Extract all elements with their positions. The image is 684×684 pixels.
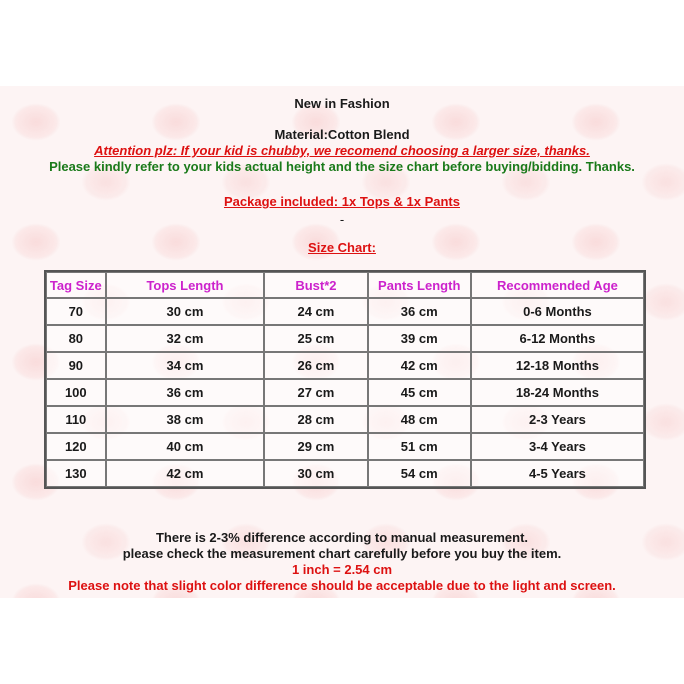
refer-notice: Please kindly refer to your kids actual height and the size chart before buying/bidding. Thanks. bbox=[49, 159, 635, 174]
table-header-row bbox=[46, 272, 644, 298]
bust-cell: 28 cm bbox=[264, 406, 367, 433]
tops-length-cell: 38 cm bbox=[106, 406, 265, 433]
age-cell: 3-4 Years bbox=[471, 433, 644, 460]
tops-length-cell: 30 cm bbox=[106, 298, 265, 325]
table-row bbox=[46, 433, 644, 460]
table-row bbox=[46, 352, 644, 379]
separator: - bbox=[339, 212, 345, 227]
size-chart-label: Size Chart: bbox=[308, 240, 376, 255]
table-row bbox=[46, 298, 644, 325]
column-header: Recommended Age bbox=[471, 272, 644, 298]
size-table bbox=[44, 270, 646, 489]
tops-length-cell: 32 cm bbox=[106, 325, 265, 352]
measurement-difference-note: There is 2-3% difference according to manual measurement. bbox=[155, 530, 529, 545]
tag-size-cell: 110 bbox=[46, 406, 106, 433]
age-cell: 2-3 Years bbox=[471, 406, 644, 433]
material-text: Material:Cotton Blend bbox=[274, 127, 410, 142]
pants-length-cell: 51 cm bbox=[368, 433, 471, 460]
tops-length-cell: 36 cm bbox=[106, 379, 265, 406]
attention-notice: Attention plz: If your kid is chubby, we recomend choosing a larger size, thanks. bbox=[94, 143, 590, 158]
inch-conversion: 1 inch = 2.54 cm bbox=[291, 562, 393, 577]
bust-cell: 29 cm bbox=[264, 433, 367, 460]
pants-length-cell: 42 cm bbox=[368, 352, 471, 379]
pants-length-cell: 45 cm bbox=[368, 379, 471, 406]
column-header: Pants Length bbox=[368, 272, 471, 298]
bust-cell: 26 cm bbox=[264, 352, 367, 379]
column-header: Tag Size bbox=[46, 272, 106, 298]
tops-length-cell: 40 cm bbox=[106, 433, 265, 460]
age-cell: 12-18 Months bbox=[471, 352, 644, 379]
tag-size-cell: 100 bbox=[46, 379, 106, 406]
pants-length-cell: 36 cm bbox=[368, 298, 471, 325]
age-cell: 4-5 Years bbox=[471, 460, 644, 487]
column-header: Bust*2 bbox=[264, 272, 367, 298]
tag-size-cell: 70 bbox=[46, 298, 106, 325]
color-difference-note: Please note that slight color difference should be acceptable due to the light and screen. bbox=[68, 578, 616, 593]
table-row bbox=[46, 325, 644, 352]
tag-size-cell: 90 bbox=[46, 352, 106, 379]
bust-cell: 25 cm bbox=[264, 325, 367, 352]
tag-size-cell: 120 bbox=[46, 433, 106, 460]
tag-size-cell: 130 bbox=[46, 460, 106, 487]
check-chart-note: please check the measurement chart carefully before you buy the item. bbox=[122, 546, 562, 561]
package-included: Package included: 1x Tops & 1x Pants bbox=[223, 194, 460, 209]
table-row bbox=[46, 406, 644, 433]
table-row bbox=[46, 460, 644, 487]
bust-cell: 24 cm bbox=[264, 298, 367, 325]
age-cell: 6-12 Months bbox=[471, 325, 644, 352]
pants-length-cell: 39 cm bbox=[368, 325, 471, 352]
bust-cell: 27 cm bbox=[264, 379, 367, 406]
bust-cell: 30 cm bbox=[264, 460, 367, 487]
size-chart-panel bbox=[0, 86, 684, 598]
tops-length-cell: 34 cm bbox=[106, 352, 265, 379]
age-cell: 18-24 Months bbox=[471, 379, 644, 406]
tops-length-cell: 42 cm bbox=[106, 460, 265, 487]
page-title: New in Fashion bbox=[294, 96, 390, 111]
pants-length-cell: 48 cm bbox=[368, 406, 471, 433]
age-cell: 0-6 Months bbox=[471, 298, 644, 325]
pants-length-cell: 54 cm bbox=[368, 460, 471, 487]
column-header: Tops Length bbox=[106, 272, 265, 298]
tag-size-cell: 80 bbox=[46, 325, 106, 352]
table-row bbox=[46, 379, 644, 406]
